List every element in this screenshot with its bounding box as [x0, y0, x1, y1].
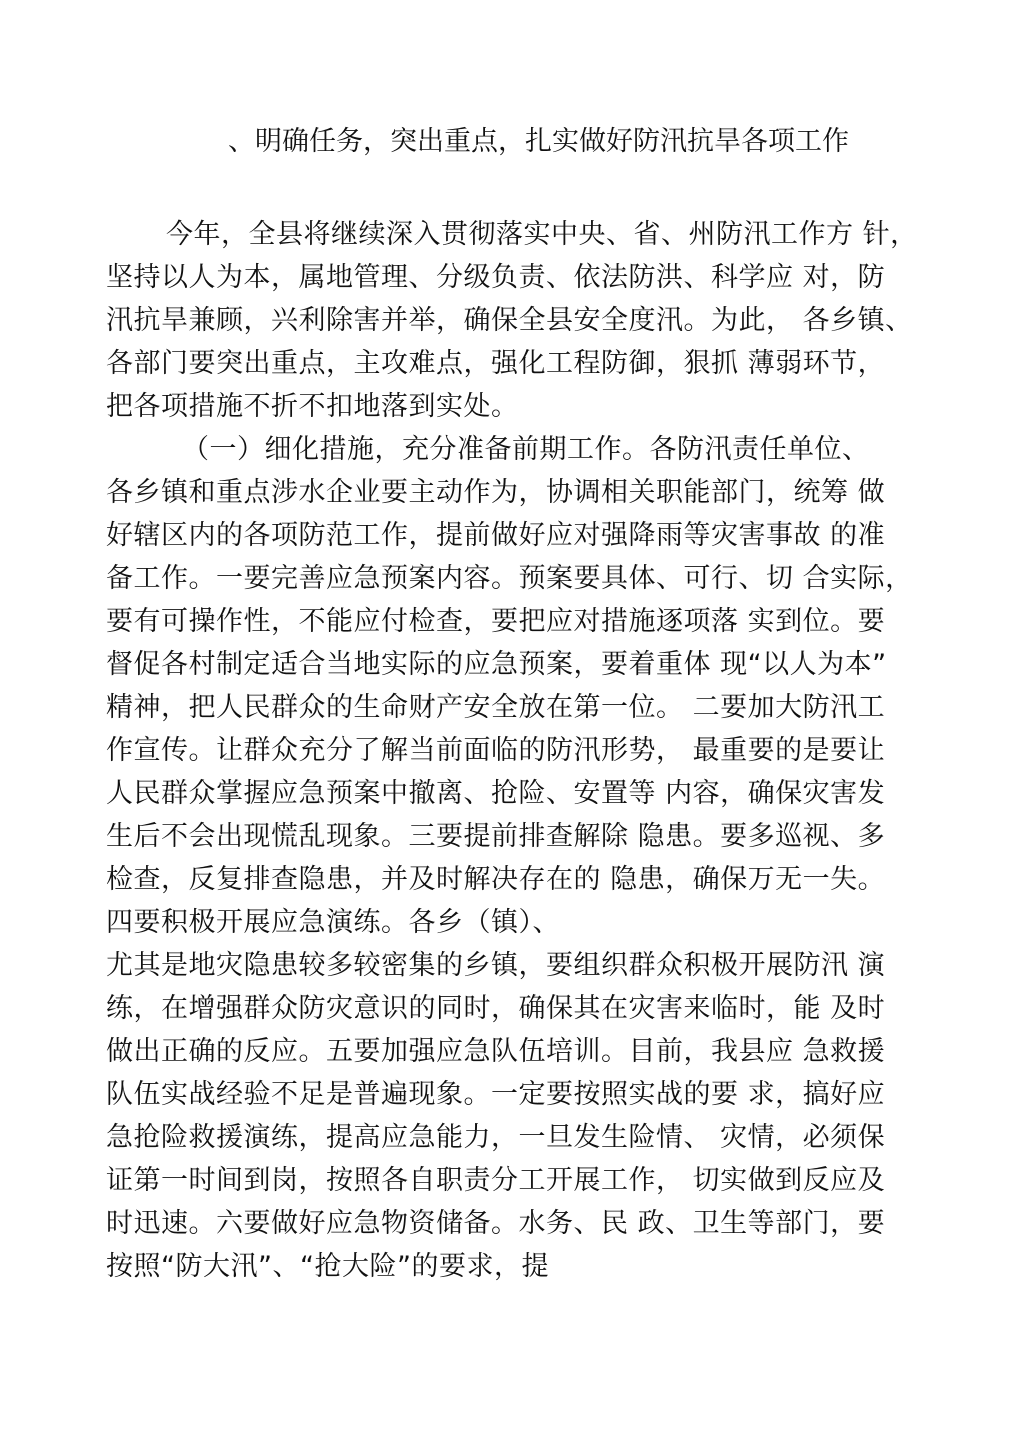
- paragraph-line: 备工作。一要完善应急预案内容。预案要具体、可行、切 合实际，: [106, 563, 913, 594]
- paragraph-line: 各乡镇和重点涉水企业要主动作为，协调相关职能部门，统筹 做: [106, 477, 886, 508]
- paragraph-line: 按照“防大汛”、“抢大险”的要求，提: [106, 1251, 549, 1282]
- paragraph-line: 督促各村制定适合当地实际的应急预案，要着重体 现“以人为本”: [106, 649, 887, 680]
- paragraph-line: （一）细化措施，充分准备前期工作。各防汛责任单位、: [182, 434, 870, 465]
- body-text: [106, 213, 966, 1288]
- paragraph-line: 精神，把人民群众的生命财产安全放在第一位。 二要加大防汛工: [106, 692, 886, 723]
- paragraph-line: 人民群众掌握应急预案中撤离、抢险、安置等 内容，确保灾害发: [106, 778, 886, 809]
- paragraph-line: 生后不会出现慌乱现象。三要提前排查解除 隐患。要多巡视、多: [106, 821, 886, 852]
- paragraph-line: 各部门要突出重点，主攻难点，强化工程防御，狠抓 薄弱环节，: [106, 348, 886, 379]
- paragraph-line: 把各项措施不折不扣地落到实处。: [106, 391, 519, 422]
- paragraph-line: 急抢险救援演练，提高应急能力，一旦发生险情、 灾情，必须保: [106, 1122, 886, 1153]
- paragraph-line: 证第一时间到岗，按照各自职责分工开展工作， 切实做到反应及: [106, 1165, 886, 1196]
- paragraph-line: 练，在增强群众防灾意识的同时，确保其在灾害来临时，能 及时: [106, 993, 886, 1024]
- paragraph-line: 坚持以人为本，属地管理、分级负责、依法防洪、科学应 对，防: [106, 262, 886, 293]
- paragraph-line: 尤其是地灾隐患较多较密集的乡镇，要组织群众积极开展防汛 演: [106, 950, 886, 981]
- paragraph-line: 好辖区内的各项防范工作，提前做好应对强降雨等灾害事故 的准: [106, 520, 886, 551]
- paragraph-line: 四要积极开展应急演练。各乡（镇）、: [106, 907, 560, 938]
- paragraph-line: 汛抗旱兼顾，兴利除害并举，确保全县安全度汛。为此， 各乡镇、: [106, 305, 913, 336]
- paragraph-line: 作宣传。让群众充分了解当前面临的防汛形势， 最重要的是要让: [106, 735, 886, 766]
- paragraph-line: 做出正确的反应。五要加强应急队伍培训。目前，我县应 急救援: [106, 1036, 886, 1067]
- section-heading: 、明确任务，突出重点，扎实做好防汛抗旱各项工作: [228, 126, 849, 157]
- paragraph-line: 检查，反复排查隐患，并及时解决存在的 隐患，确保万无一失。: [106, 864, 886, 895]
- paragraph-line: 队伍实战经验不足是普遍现象。一定要按照实战的要 求，搞好应: [106, 1079, 886, 1110]
- paragraph-line: 要有可操作性，不能应付检查，要把应对措施逐项落 实到位。要: [106, 606, 886, 637]
- paragraph-line: 今年，全县将继续深入贯彻落实中央、省、州防汛工作方 针，: [166, 219, 918, 250]
- paragraph-line: 时迅速。六要做好应急物资储备。水务、民 政、卫生等部门，要: [106, 1208, 886, 1239]
